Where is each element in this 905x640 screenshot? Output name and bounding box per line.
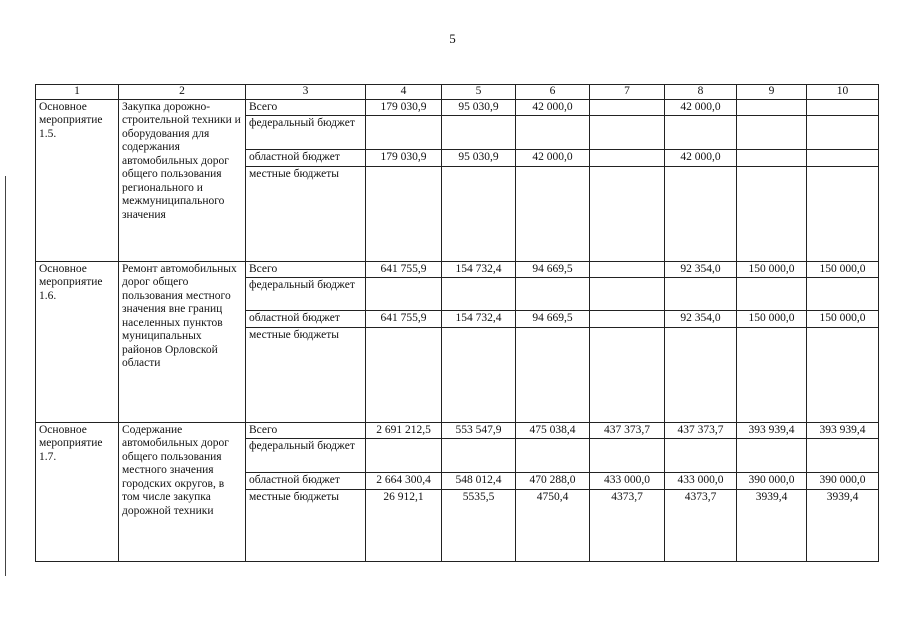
- amount-cell: 95 030,9: [442, 150, 516, 167]
- margin-line: [5, 176, 6, 576]
- header-cell: 7: [590, 85, 665, 100]
- amount-cell: [737, 327, 807, 422]
- amount-cell: [665, 278, 737, 311]
- amount-cell: [590, 439, 665, 473]
- amount-cell: [737, 166, 807, 261]
- amount-cell: 641 755,9: [366, 311, 442, 328]
- header-cell: 6: [516, 85, 590, 100]
- amount-cell: 94 669,5: [516, 261, 590, 278]
- funding-source-cell: федеральный бюджет: [246, 439, 366, 473]
- amount-cell: 393 939,4: [807, 422, 879, 439]
- amount-cell: 150 000,0: [737, 311, 807, 328]
- amount-cell: [590, 311, 665, 328]
- header-cell: 2: [119, 85, 246, 100]
- table-row: [36, 99, 879, 116]
- amount-cell: [807, 327, 879, 422]
- page-number: 5: [449, 31, 456, 46]
- amount-cell: 475 038,4: [516, 422, 590, 439]
- amount-cell: [366, 278, 442, 311]
- amount-cell: [665, 439, 737, 473]
- budget-table: [35, 84, 879, 562]
- amount-cell: 92 354,0: [665, 261, 737, 278]
- amount-cell: 4750,4: [516, 489, 590, 561]
- header-row: [36, 85, 879, 100]
- amount-cell: 42 000,0: [665, 150, 737, 167]
- amount-cell: 154 732,4: [442, 311, 516, 328]
- amount-cell: 42 000,0: [665, 99, 737, 116]
- amount-cell: 94 669,5: [516, 311, 590, 328]
- amount-cell: 42 000,0: [516, 99, 590, 116]
- amount-cell: 5535,5: [442, 489, 516, 561]
- header-cell: 8: [665, 85, 737, 100]
- amount-cell: 150 000,0: [807, 261, 879, 278]
- measure-name-cell: Основное мероприятие 1.5.: [36, 99, 119, 261]
- amount-cell: [590, 150, 665, 167]
- amount-cell: [366, 327, 442, 422]
- amount-cell: [807, 278, 879, 311]
- amount-cell: [590, 99, 665, 116]
- header-cell: 10: [807, 85, 879, 100]
- header-cell: 5: [442, 85, 516, 100]
- amount-cell: [590, 278, 665, 311]
- amount-cell: 150 000,0: [807, 311, 879, 328]
- amount-cell: [590, 327, 665, 422]
- funding-source-cell: федеральный бюджет: [246, 278, 366, 311]
- amount-cell: 4373,7: [665, 489, 737, 561]
- amount-cell: [590, 116, 665, 150]
- amount-cell: 433 000,0: [590, 473, 665, 490]
- amount-cell: [442, 116, 516, 150]
- funding-source-cell: Всего: [246, 422, 366, 439]
- funding-source-cell: местные бюджеты: [246, 166, 366, 261]
- amount-cell: [665, 327, 737, 422]
- measure-name-cell: Основное мероприятие 1.6.: [36, 261, 119, 422]
- amount-cell: 390 000,0: [807, 473, 879, 490]
- amount-cell: [366, 439, 442, 473]
- amount-cell: 390 000,0: [737, 473, 807, 490]
- funding-source-cell: федеральный бюджет: [246, 116, 366, 150]
- amount-cell: [516, 166, 590, 261]
- amount-cell: [737, 439, 807, 473]
- amount-cell: [442, 439, 516, 473]
- amount-cell: [590, 166, 665, 261]
- amount-cell: [665, 116, 737, 150]
- amount-cell: [737, 116, 807, 150]
- header-cell: 3: [246, 85, 366, 100]
- amount-cell: 4373,7: [590, 489, 665, 561]
- amount-cell: 2 664 300,4: [366, 473, 442, 490]
- amount-cell: 150 000,0: [737, 261, 807, 278]
- amount-cell: [442, 327, 516, 422]
- amount-cell: [665, 166, 737, 261]
- table-row: [36, 261, 879, 278]
- amount-cell: [807, 99, 879, 116]
- amount-cell: 641 755,9: [366, 261, 442, 278]
- amount-cell: 3939,4: [807, 489, 879, 561]
- measure-description-cell: Содержание автомобильных дорог общего пользования местного значения городских округов, в том числе закупка дорожной техники: [119, 422, 246, 561]
- amount-cell: 437 373,7: [590, 422, 665, 439]
- amount-cell: [516, 278, 590, 311]
- amount-cell: [590, 261, 665, 278]
- amount-cell: [516, 439, 590, 473]
- amount-cell: 179 030,9: [366, 150, 442, 167]
- amount-cell: [737, 278, 807, 311]
- amount-cell: 154 732,4: [442, 261, 516, 278]
- amount-cell: 393 939,4: [737, 422, 807, 439]
- amount-cell: 3939,4: [737, 489, 807, 561]
- amount-cell: [807, 166, 879, 261]
- amount-cell: 437 373,7: [665, 422, 737, 439]
- amount-cell: 42 000,0: [516, 150, 590, 167]
- funding-source-cell: областной бюджет: [246, 473, 366, 490]
- header-cell: 1: [36, 85, 119, 100]
- amount-cell: 26 912,1: [366, 489, 442, 561]
- amount-cell: 179 030,9: [366, 99, 442, 116]
- amount-cell: 553 547,9: [442, 422, 516, 439]
- funding-source-cell: Всего: [246, 99, 366, 116]
- amount-cell: 95 030,9: [442, 99, 516, 116]
- measure-name-cell: Основное мероприятие 1.7.: [36, 422, 119, 561]
- funding-source-cell: областной бюджет: [246, 311, 366, 328]
- header-cell: 9: [737, 85, 807, 100]
- amount-cell: 548 012,4: [442, 473, 516, 490]
- amount-cell: [737, 99, 807, 116]
- funding-source-cell: областной бюджет: [246, 150, 366, 167]
- measure-description-cell: Ремонт автомобильных дорог общего пользования местного значения вне границ населенных пунктов муниципальных районов Орловской области: [119, 261, 246, 422]
- amount-cell: [366, 166, 442, 261]
- funding-source-cell: местные бюджеты: [246, 489, 366, 561]
- funding-source-cell: местные бюджеты: [246, 327, 366, 422]
- amount-cell: 92 354,0: [665, 311, 737, 328]
- measure-description-cell: Закупка дорожно-строительной техники и оборудования для содержания автомобильных дорог общего пользования регионального и межмуниципального значения: [119, 99, 246, 261]
- amount-cell: [442, 166, 516, 261]
- amount-cell: 2 691 212,5: [366, 422, 442, 439]
- amount-cell: [807, 150, 879, 167]
- amount-cell: [366, 116, 442, 150]
- funding-source-cell: Всего: [246, 261, 366, 278]
- header-cell: 4: [366, 85, 442, 100]
- amount-cell: [807, 116, 879, 150]
- amount-cell: [516, 327, 590, 422]
- amount-cell: [516, 116, 590, 150]
- table-row: [36, 422, 879, 439]
- amount-cell: 470 288,0: [516, 473, 590, 490]
- amount-cell: [807, 439, 879, 473]
- amount-cell: [737, 150, 807, 167]
- amount-cell: 433 000,0: [665, 473, 737, 490]
- amount-cell: [442, 278, 516, 311]
